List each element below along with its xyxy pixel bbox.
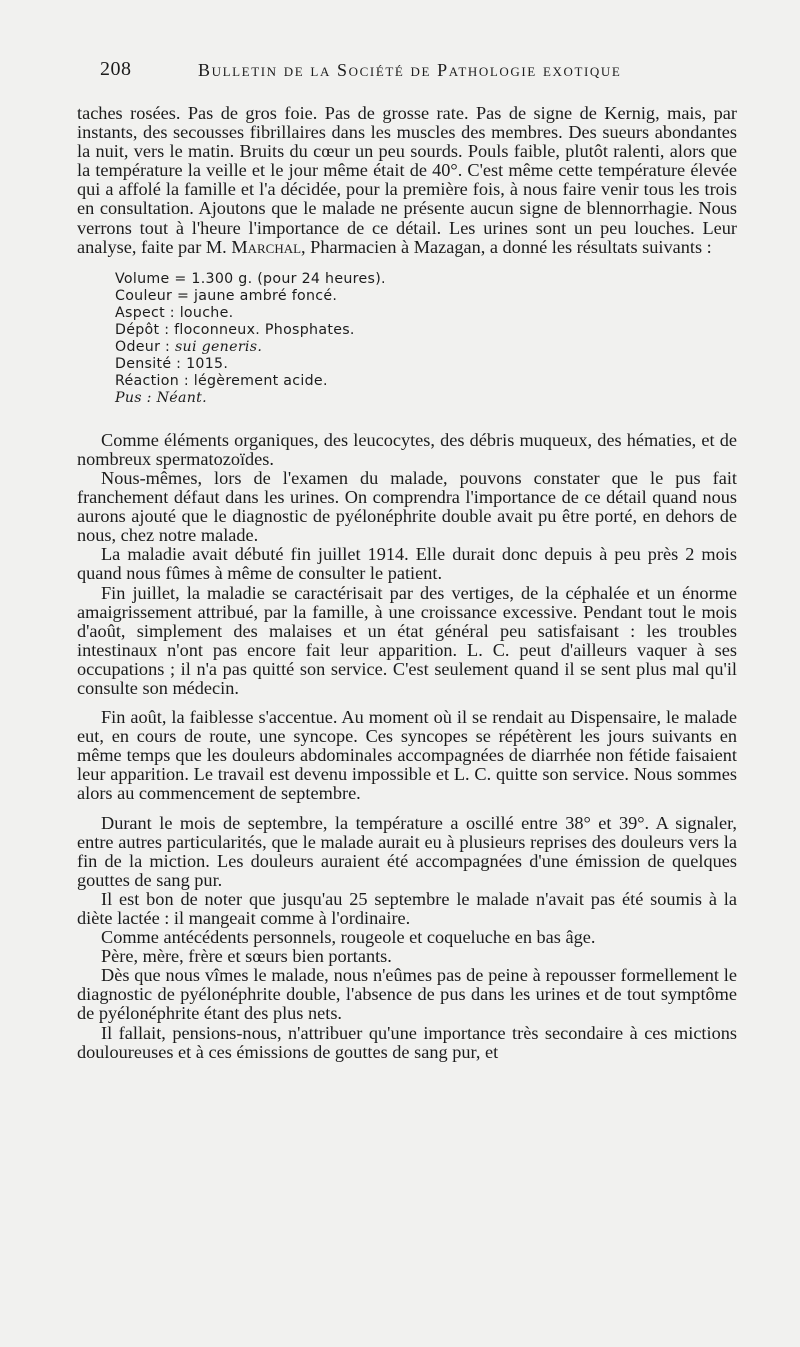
paragraph-debut: La maladie avait débuté fin juillet 1914. Elle durait donc depuis à peu près 2 mois quand nous fûmes à même de consulter le patient. xyxy=(77,544,737,584)
urine-analysis xyxy=(115,271,737,407)
paragraph-antecedents: Comme antécédents personnels, rougeole et coqueluche en bas âge. xyxy=(101,927,596,948)
paragraph-famille: Père, mère, frère et sœurs bien portants. xyxy=(101,946,392,967)
analysis-densite: Densité : 1015. xyxy=(115,355,229,372)
intro-paragraph xyxy=(77,104,737,257)
paragraph-diagnostic: Dès que nous vîmes le malade, nous n'eûmes pas de peine à repousser formellement le diagnostic de pyélonéphrite double, l'absence de pus dans les urines et de tout symptôme de pyélonéphrite étant des plus nets. xyxy=(77,965,737,1024)
paragraph-mictions: Il fallait, pensions-nous, n'attribuer qu'une importance très secondaire à ces mictions douloureuses et à ces émissions de gouttes de sang pur, et xyxy=(77,1022,737,1062)
running-title: Bulletin de la Société de Pathologie exotique xyxy=(198,60,622,80)
page-header xyxy=(100,58,740,88)
analysis-odeur-label: Odeur : xyxy=(115,338,175,355)
analysis-odeur xyxy=(115,339,737,356)
analysis-volume: Volume = 1.300 g. (pour 24 heures). xyxy=(115,270,386,287)
analysis-pus: Pus : Néant. xyxy=(115,389,207,406)
analysis-aspect: Aspect : louche. xyxy=(115,304,234,321)
intro-text: taches rosées. Pas de gros foie. Pas de grosse rate. Pas de signe de Kernig, mais, par instants, des secousses fibrillaires dans les muscles des membres. Des sueurs abondantes la nuit, vers le matin. Bruits du cœur un peu sourds. Pouls faible, plutôt ralenti, alors que la température la veille et le jour même était de 40°. C'est même cette température élevée qui a affolé la famille et l'a décidée, pour la première fois, à nous faire venir tous les trois en consultation. Ajoutons que le malade ne présente aucun signe de blennorrhagie. Nous verrons tout à l'heure l'importance de ce détail. Les urines sont un peu louches. Leur analyse, faite par M. xyxy=(77,103,737,257)
chemist-name: Marchal xyxy=(231,236,302,257)
paragraph-fin-aout: Fin août, la faiblesse s'accentue. Au moment où il se rendait au Dispensaire, le malade eut, en cours de route, une syncope. Ces syncopes se répétèrent les jours suivants en même temps que les douleurs abdominales accompagnées de diarrhée non fétide faisaient leur apparition. Le travail est devenu impossible et L. C. quitte son service. Nous sommes alors au commencement de septembre. xyxy=(77,707,737,804)
paragraph-examen: Nous-mêmes, lors de l'examen du malade, pouvons constater que le pus fait franchement défaut dans les urines. On comprendra l'importance de ce détail quand nous aurons ajouté que le diagnostic de pyélonéphrite double avait pu être porté, en dehors de nous, chez notre malade. xyxy=(77,467,737,546)
analysis-couleur: Couleur = jaune ambré foncé. xyxy=(115,287,338,304)
article-body xyxy=(77,104,737,1062)
analysis-reaction: Réaction : légèrement acide. xyxy=(115,372,328,389)
intro-tail: , Pharmacien à Mazagan, a donné les résultats suivants : xyxy=(301,236,712,257)
paragraph-fin-juillet: Fin juillet, la maladie se caractérisait par des vertiges, de la céphalée et un énorme amaigrissement attribué, par la famille, à une croissance excessive. Pendant tout le mois d'août, simplement des malaises et un état général peu satisfaisant : les troubles intestinaux n'ont pas encore fait leur apparition. L. C. peut d'ailleurs vaquer à ses occupations ; il n'a pas quitté son service. C'est seulement quand il se sent plus mal qu'il consulte son médecin. xyxy=(77,582,737,698)
analysis-odeur-value: sui generis. xyxy=(174,338,263,355)
paragraph-elements-organiques: Comme éléments organiques, des leucocytes, des débris muqueux, des hématies, et de nombreux spermatozoïdes. xyxy=(77,429,737,469)
paragraph-septembre: Durant le mois de septembre, la température a oscillé entre 38° et 39°. A signaler, entre autres particularités, que le malade aurait eu à plusieurs reprises des douleurs vers la fin de la miction. Les douleurs auraient été accompagnées d'une émission de quelques gouttes de sang pur. xyxy=(77,812,737,890)
analysis-depot: Dépôt : floconneux. Phosphates. xyxy=(115,321,355,338)
paragraph-diete: Il est bon de noter que jusqu'au 25 septembre le malade n'avait pas été soumis à la diète lactée : il mangeait comme à l'ordinaire. xyxy=(77,888,737,928)
page-number: 208 xyxy=(100,58,132,80)
